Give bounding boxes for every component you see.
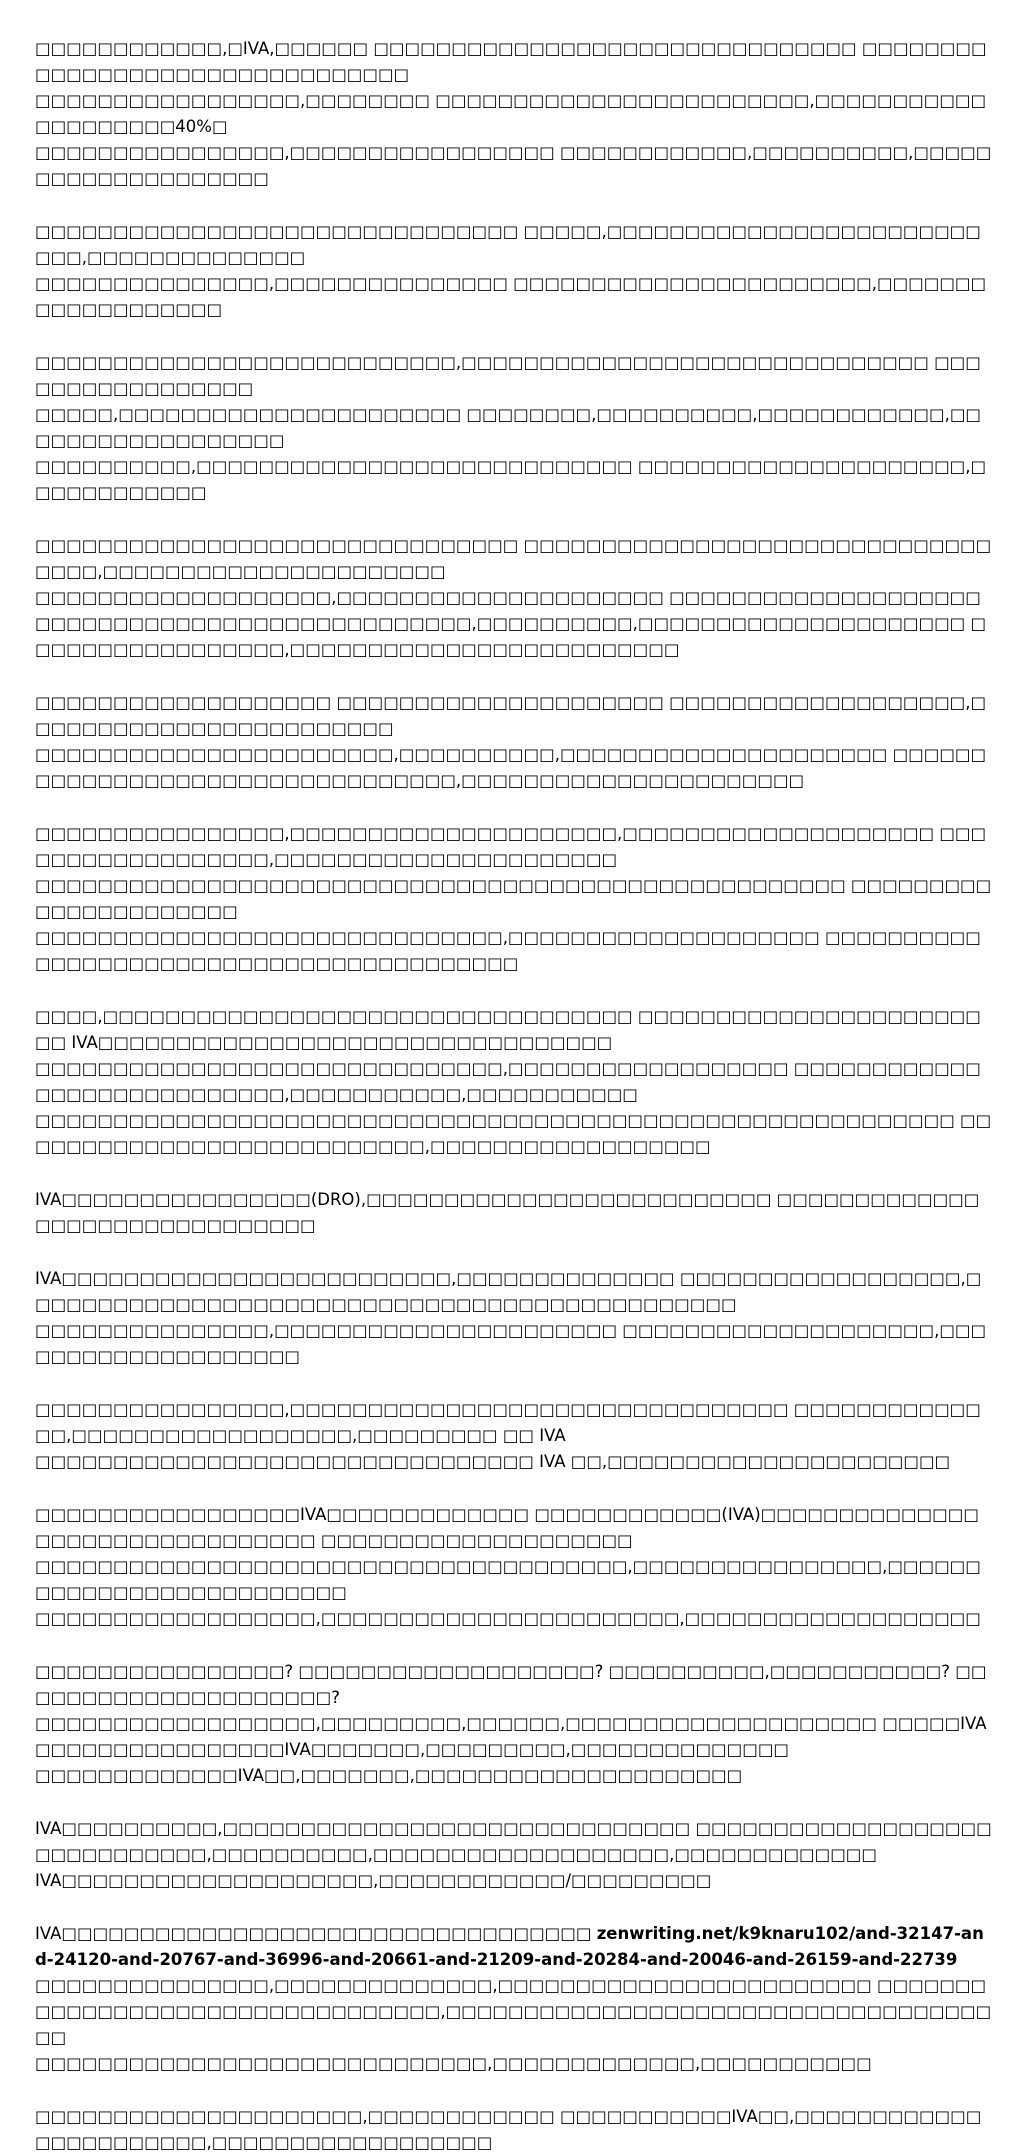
zenwriting-link[interactable]: zenwriting.net/k9knaru102/and-32147-and-24120-and-20767-and-36996-and-20661-and-21209-and-20284-and-20046-and-26159-and-22739 [35,1924,984,1969]
paragraph-12: □□□□□□□□□□□□□□□□? □□□□□□□□□□□□□□□□□□□? □□□□□□□□□□,□□□□□□□□□□□? □□□□□□□□□□□□□□□□□□□□□? □□□□□□□□□□□□□□□□□□,□□□□□□□□□,□□□□□□,□□□□□□□□□□□□□□□□□□□□ □□□□□IVA□□□□□□□□□□□□□□□□IVA□□□□□□□,□□□□□□□□□,□□□□□□□□□□□□□□ □□□□□□□□□□□□□IVA□□,□□□□□□□,□□□□□□□□□□□□□□□□□□□□□ [35,1662,987,1785]
paragraph-11: □□□□□□□□□□□□□□□□□IVA□□□□□□□□□□□□□ □□□□□□□□□□□□(IVA)□□□□□□□□□□□□□□□□□□□□□□□□□□□□□□□□ □□□□□□□□□□□□□□□□□□□□ □□□□□□□□□□□□□□□□□□□□□□□□□□□□□□□□□□□□□□,□□□□□□□□□□□□□□□□,□□□□□□□□□□□□□□□□□□□□□□□□□□ □□□□□□□□□□□□□□□□□□,□□□□□□□□□□□□□□□□□□□□□□□,□□□□□□□□□□□□□□□□□□□ [35,1505,981,1628]
paragraph-10: □□□□□□□□□□□□□□□□,□□□□□□□□□□□□□□□□□□□□□□□□□□□□□□□□ □□□□□□□□□□□□□□,□□□□□□□□□□□□□□□□□□,□□□□□□□□□ □□ IVA □□□□□□□□□□□□□□□□□□□□□□□□□□□□□□□□ IVA □□,□□□□□□□□□□□□□□□□□□□□□□ [35,1400,981,1471]
paragraph-9: IVA□□□□□□□□□□□□□□□□□□□□□□□□□,□□□□□□□□□□□□□□ □□□□□□□□□□□□□□□□□□,□□□□□□□□□□□□□□□□□□□□□□□□□□□□□□□□□□□□□□□□□□□□□□ □□□□□□□□□□□□□□□,□□□□□□□□□□□□□□□□□□□□□□ □□□□□□□□□□□□□□□□□□□□,□□□□□□□□□□□□□□□□□□□□ [35,1269,987,1366]
link-suffix-text: □□□□□□□□□□□□□□□,□□□□□□□□□□□□□□,□□□□□□□□□□□□□□□□□□□□□□□□ □□□□□□□□□□□□□□□□□□□□□□□□□□□□□□□□□,□□□□□□□□□□□□□□□□□□□□□□□□□□□□□□□□□□□□□ □□□□□□□□□□□□□□□□□□□□□□□□□□□□□,□□□□□□□□□□□□□,□□□□□□□□□□□ [35,1976,992,2073]
paragraph-last: □□□□□□□□□□□□□□□□□□□□□,□□□□□□□□□□□□ □□□□□□□□□□□IVA□□,□□□□□□□□□□□□□□□□□□□□□□□,□□□□□□□□□□□□□□□□□□ [35,2107,982,2152]
paragraph-1: □□□□□□□□□□□□,□IVA,□□□□□□ □□□□□□□□□□□□□□□□□□□□□□□□□□□□□□□ □□□□□□□□□□□□□□□□□□□□□□□□□□□□□□□□ □□□□□□□□□□□□□□□□□,□□□□□□□□ □□□□□□□□□□□□□□□□□□□□□□□□,□□□□□□□□□□□□□□□□□□□□40%□ □□□□□□□□□□□□□□□□,□□□□□□□□□□□□□□□□□ □□□□□□□□□□□□,□□□□□□□□□□,□□□□□□□□□□□□□□□□□□□□ [35,39,992,188]
paragraph-7: □□□□,□□□□□□□□□□□□□□□□□□□□□□□□□□□□□□□□□□ □□□□□□□□□□□□□□□□□□□□□□□□ IVA□□□□□□□□□□□□□□□□□□□□□□□□□□□□□□□□□ □□□□□□□□□□□□□□□□□□□□□□□□□□□□□□,□□□□□□□□□□□□□□□□□□ □□□□□□□□□□□□□□□□□□□□□□□□□□□□,□□□□□□□□□□□,□□□□□□□□□□□ □□□□□□□□□□□□□□□□□□□□□□□□□□□□□□□□□□□□□□□□□□□□□□□□□□□□□□□□□□□ □□□□□□□□□□□□□□□□□□□□□□□□□□□,□□□□□□□□□□□□□□□□□□ [35,1007,992,1156]
paragraph-13: IVA□□□□□□□□□□,□□□□□□□□□□□□□□□□□□□□□□□□□□□□□□ □□□□□□□□□□□□□□□□□□□□□□□□□□□□□□,□□□□□□□□□□,□□□□□□□□□□□□□□□□□□□,□□□□□□□□□□□□□ IVA□□□□□□□□□□□□□□□□□□□□,□□□□□□□□□□□□/□□□□□□□□□ [35,1819,992,1890]
paragraph-3: □□□□□□□□□□□□□□□□□□□□□□□□□□□,□□□□□□□□□□□□□□□□□□□□□□□□□□□□□□ □□□□□□□□□□□□□□□□□ □□□□□,□□□□□□□□□□□□□□□□□□□□□□ □□□□□□□□,□□□□□□□□□□,□□□□□□□□□□□□,□□□□□□□□□□□□□□□□□□ □□□□□□□□□□,□□□□□□□□□□□□□□□□□□□□□□□□□□□□ □□□□□□□□□□□□□□□□□□□□□,□□□□□□□□□□□□ [35,353,987,502]
paragraph-8: IVA□□□□□□□□□□□□□□□□(DRO),□□□□□□□□□□□□□□□□□□□□□□□□□□ □□□□□□□□□□□□□□□□□□□□□□□□□□□□□□□ [35,1190,980,1235]
link-prefix-text: IVA□□□□□□□□□□□□□□□□□□□□□□□□□□□□□□□□□□ [35,1924,597,1943]
paragraph-4: □□□□□□□□□□□□□□□□□□□□□□□□□□□□□□□ □□□□□□□□□□□□□□□□□□□□□□□□□□□□□□□□□□,□□□□□□□□□□□□□□□□□□□□□□ □□□□□□□□□□□□□□□□□□□,□□□□□□□□□□□□□□□□□□□□□ □□□□□□□□□□□□□□□□□□□□ □□□□□□□□□□□□□□□□□□□□□□□□□□□□,□□□□□□□□□□,□□□□□□□□□□□□□□□□□□□□□ □□□□□□□□□□□□□□□□□,□□□□□□□□□□□□□□□□□□□□□□□□□ [35,536,992,659]
paragraph-2: □□□□□□□□□□□□□□□□□□□□□□□□□□□□□□□ □□□□□,□□□□□□□□□□□□□□□□□□□□□□□□□□□,□□□□□□□□□□□□□□ □□□□□□□□□□□□□□□,□□□□□□□□□□□□□□□ □□□□□□□□□□□□□□□□□□□□□□□,□□□□□□□□□□□□□□□□□□□ [35,222,987,319]
paragraph-6: □□□□□□□□□□□□□□□□,□□□□□□□□□□□□□□□□□□□□□,□□□□□□□□□□□□□□□□□□□□ □□□□□□□□□□□□□□□□□□,□□□□□□□□□□□□□□□□□□□□□□ □□□□□□□□□□□□□□□□□□□□□□□□□□□□□□□□□□□□□□□□□□□□□□□□□□□□ □□□□□□□□□□□□□□□□□□□□□□ □□□□□□□□□□□□□□□□□□□□□□□□□□□□□□,□□□□□□□□□□□□□□□□□□□□ □□□□□□□□□□□□□□□□□□□□□□□□□□□□□□□□□□□□□□□□□ [35,824,992,973]
paragraph-with-link [35,1921,992,2077]
paragraph-5: □□□□□□□□□□□□□□□□□□□ □□□□□□□□□□□□□□□□□□□□□ □□□□□□□□□□□□□□□□□□□,□□□□□□□□□□□□□□□□□□□□□□□□ □□□□□□□□□□□□□□□□□□□□□□□,□□□□□□□□□□,□□□□□□□□□□□□□□□□□□□□□ □□□□□□□□□□□□□□□□□□□□□□□□□□□□□□□□□,□□□□□□□□□□□□□□□□□□□□□□ [35,693,987,790]
